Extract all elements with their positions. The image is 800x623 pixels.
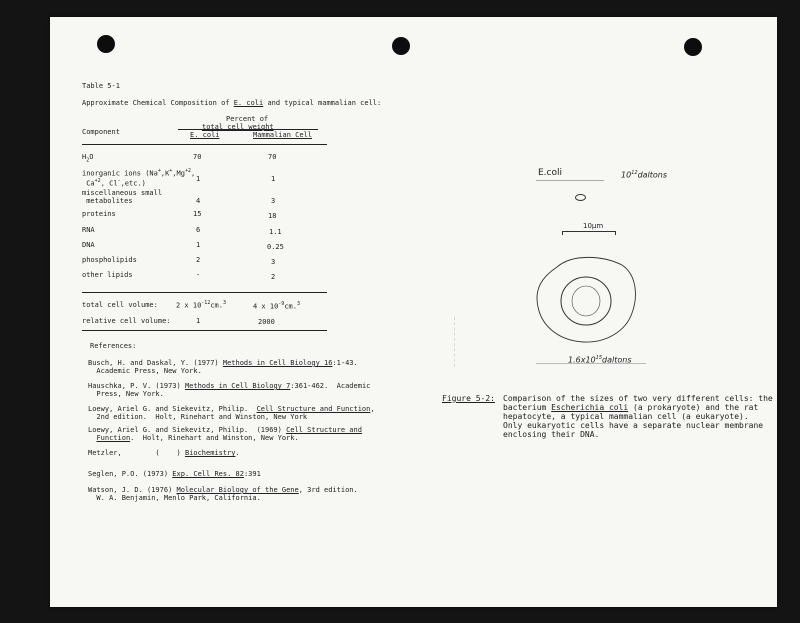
figure-caption-label: Figure 5-2: [442, 394, 495, 403]
row-component: phospholipids [82, 256, 137, 264]
nucleus-inner [572, 286, 600, 316]
references-heading: References: [90, 342, 137, 350]
row-mammal: 0.25 [267, 243, 284, 251]
table-subtitle: Approximate Chemical Composition of E. coli and typical mammalian cell: [82, 99, 382, 107]
ecoli-label: E.coli [538, 168, 563, 178]
row-component: inorganic ions ($Na^+,K^+,Mg^{+2}$, $Ca^{+2}$, Cl-,etc.) [82, 168, 196, 188]
header-weight: total cell weight [202, 123, 274, 131]
total-volume-label: total cell volume: [82, 301, 158, 309]
punch-hole [97, 35, 115, 53]
row-ecoli: 1 [196, 175, 201, 183]
mammal-mass-box [536, 352, 646, 364]
scale-bar [562, 231, 616, 235]
total-volume-ecoli: 2 x $10^{-12}cm.^3$ [176, 300, 226, 310]
row-ecoli: 1 [196, 241, 201, 249]
row-ecoli: 4 [196, 197, 201, 205]
punch-hole [684, 38, 702, 56]
row-component: RNA [82, 226, 95, 234]
scale-label: 10µm [583, 222, 604, 230]
row-mammal: 3 [271, 197, 276, 205]
row-ecoli: 2 [196, 256, 201, 264]
row-mammal: 1.1 [269, 228, 282, 236]
table-rule [82, 330, 327, 331]
figure-caption-line: bacterium Escherichia coli (a prokaryote) and the rat [503, 403, 759, 412]
relative-volume-label: relative cell volume: [82, 317, 171, 325]
header-percent: Percent of [226, 115, 269, 123]
row-component: DNA [82, 241, 95, 249]
reference-item: Metzler, ( ) Biochemistry. [88, 449, 240, 457]
reference-item: Seglen, P.O. (1973) Exp. Cell Res. 82:391 [88, 470, 261, 478]
ecoli-cell [575, 194, 586, 201]
row-ecoli: 6 [196, 226, 201, 234]
row-component: miscellaneous small metabolites [82, 189, 163, 205]
reference-item: Busch, H. and Daskal, Y. (1977) Methods in Cell Biology 16:1-43. Academic Press, New York. [88, 359, 358, 375]
reference-item: Watson, J. D. (1976) Molecular Biology of the Gene, 3rd edition. W. A. Benjamin, Menlo Park, California. [88, 486, 358, 502]
row-ecoli: 15 [193, 210, 202, 218]
row-mammal: 18 [268, 212, 277, 220]
relative-volume-ecoli: 1 [196, 317, 201, 325]
row-ecoli: 70 [193, 153, 202, 161]
page-fold [454, 317, 455, 367]
row-mammal: 70 [268, 153, 277, 161]
row-mammal: 2 [271, 273, 276, 281]
ecoli-mass: $10^{12}daltons$ [621, 170, 668, 180]
relative-volume-mammal: 2000 [258, 318, 275, 326]
nucleus-outer [561, 277, 611, 325]
ecoli-label-box [536, 166, 604, 181]
punch-hole [392, 37, 410, 55]
reference-item: Hauschka, P. V. (1973) Methods in Cell Biology 7:361-462. Academic Press, New York. [88, 382, 371, 398]
row-mammal: 3 [271, 258, 276, 266]
figure-caption-line: Only eukaryotic cells have a separate nuclear membrane [503, 421, 764, 430]
figure-caption-line: hepatocyte, a typical mammalian cell (a eukaryote). [503, 412, 749, 421]
header-rule [178, 129, 318, 130]
cell-membrane [537, 257, 635, 342]
col-component: Component [82, 128, 120, 136]
col-mammal: Mammalian Cell [253, 131, 313, 139]
row-component: other lipids [82, 271, 133, 279]
row-component: proteins [82, 210, 116, 218]
reference-item: Loewy, Ariel G. and Siekevitz, Philip. Cell Structure and Function, 2nd edition. Holt, Rinehart and Winston, New York [88, 405, 375, 421]
total-volume-mammal: 4 x $10^{-9}cm.^3$ [253, 301, 300, 311]
col-ecoli: E. coli [190, 131, 220, 139]
figure-caption-line: enclosing their DNA. [503, 430, 600, 439]
document-page [50, 17, 777, 607]
table-title: Table 5-1 [82, 82, 120, 90]
reference-item: Loewy, Ariel G. and Siekevitz, Philip. (1969) Cell Structure and Function. Holt, Rinehart and Winston, New York. [88, 426, 362, 442]
figure-caption-line: Comparison of the sizes of two very different cells: the [503, 394, 773, 403]
table-rule [82, 144, 327, 145]
row-component: $H_2O$ [82, 153, 94, 164]
row-mammal: 1 [271, 175, 276, 183]
table-rule [82, 292, 327, 293]
mammal-mass: $1.6x10^{15}daltons$ [568, 355, 632, 365]
mammalian-cell-drawing [532, 249, 642, 349]
row-ecoli: - [196, 271, 201, 279]
